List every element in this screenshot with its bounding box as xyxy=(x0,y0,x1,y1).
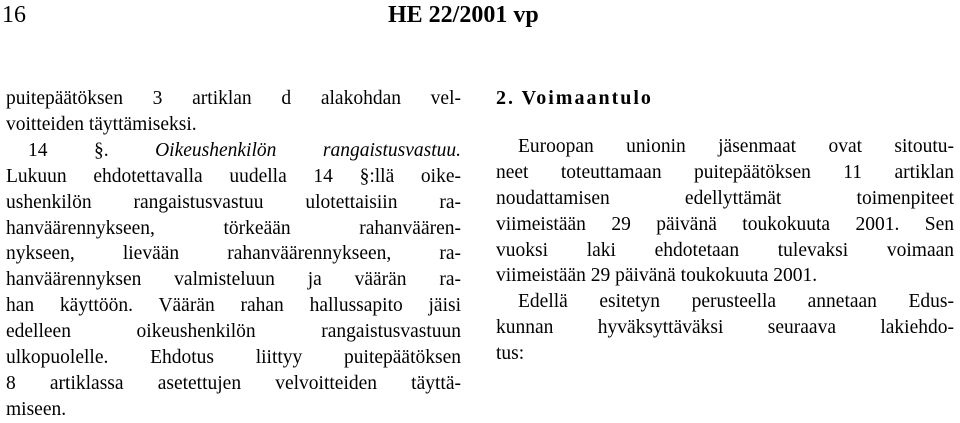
text-line: nykseen, lievään rahanväärennykseen, ra- xyxy=(6,243,461,265)
chapter-heading: 2. Voimaantulo xyxy=(496,87,653,109)
text-line: Edellä esitetyn perusteella annetaan Edus- xyxy=(518,291,954,313)
text-line: tus: xyxy=(496,343,525,365)
text-line: ulkopuolelle. Ehdotus liittyy puitepäätöksen xyxy=(6,347,461,369)
text-line: Lukuun ehdotettavalla uudella 14 §:llä oike- xyxy=(6,165,461,187)
text-line: miseen. xyxy=(6,398,67,420)
page-number: 16 xyxy=(2,2,26,28)
text-line: puitepäätöksen 3 artiklan d alakohdan vel- xyxy=(6,88,461,109)
right-column xyxy=(496,86,954,367)
section-title: Oikeushenkilön rangaistusvastuu. xyxy=(155,139,462,161)
section-number: 14 §. xyxy=(28,139,109,161)
text-line: hanväärennyksen valmisteluun ja väärän ra- xyxy=(6,269,461,291)
text-line: kunnan hyväksyttäväksi seuraava lakiehdo- xyxy=(496,317,954,339)
text-line: noudattamisen edellyttämät toimenpiteet xyxy=(496,187,954,209)
text-line: viimeistään 29 päivänä toukokuuta 2001. xyxy=(496,265,818,287)
text-line: neet toteuttamaan puitepäätöksen 11 artiklan xyxy=(496,161,954,183)
document-id: HE 22/2001 vp xyxy=(388,2,539,28)
text-line: ushenkilön rangaistusvastuu ulotettaisiin ra- xyxy=(6,191,461,213)
text-line: hanväärennykseen, törkeään rahanväären- xyxy=(6,217,461,239)
text-line: viimeistään 29 päivänä toukokuuta 2001. Sen xyxy=(496,213,954,235)
text-line: voitteiden täyttämiseksi. xyxy=(6,113,197,135)
text-line: vuoksi laki ehdotetaan tulevaksi voimaan xyxy=(496,239,954,261)
text-line: edelleen oikeushenkilön rangaistusvastuun xyxy=(6,321,461,343)
left-column xyxy=(6,86,461,423)
text-line: Euroopan unionin jäsenmaat ovat sitoutu- xyxy=(518,135,954,157)
text-line: han käyttöön. Väärän rahan hallussapito jäisi xyxy=(6,295,461,317)
text-line: 8 artiklassa asetettujen velvoitteiden täyttä- xyxy=(6,372,461,394)
section-heading-line xyxy=(6,138,461,164)
